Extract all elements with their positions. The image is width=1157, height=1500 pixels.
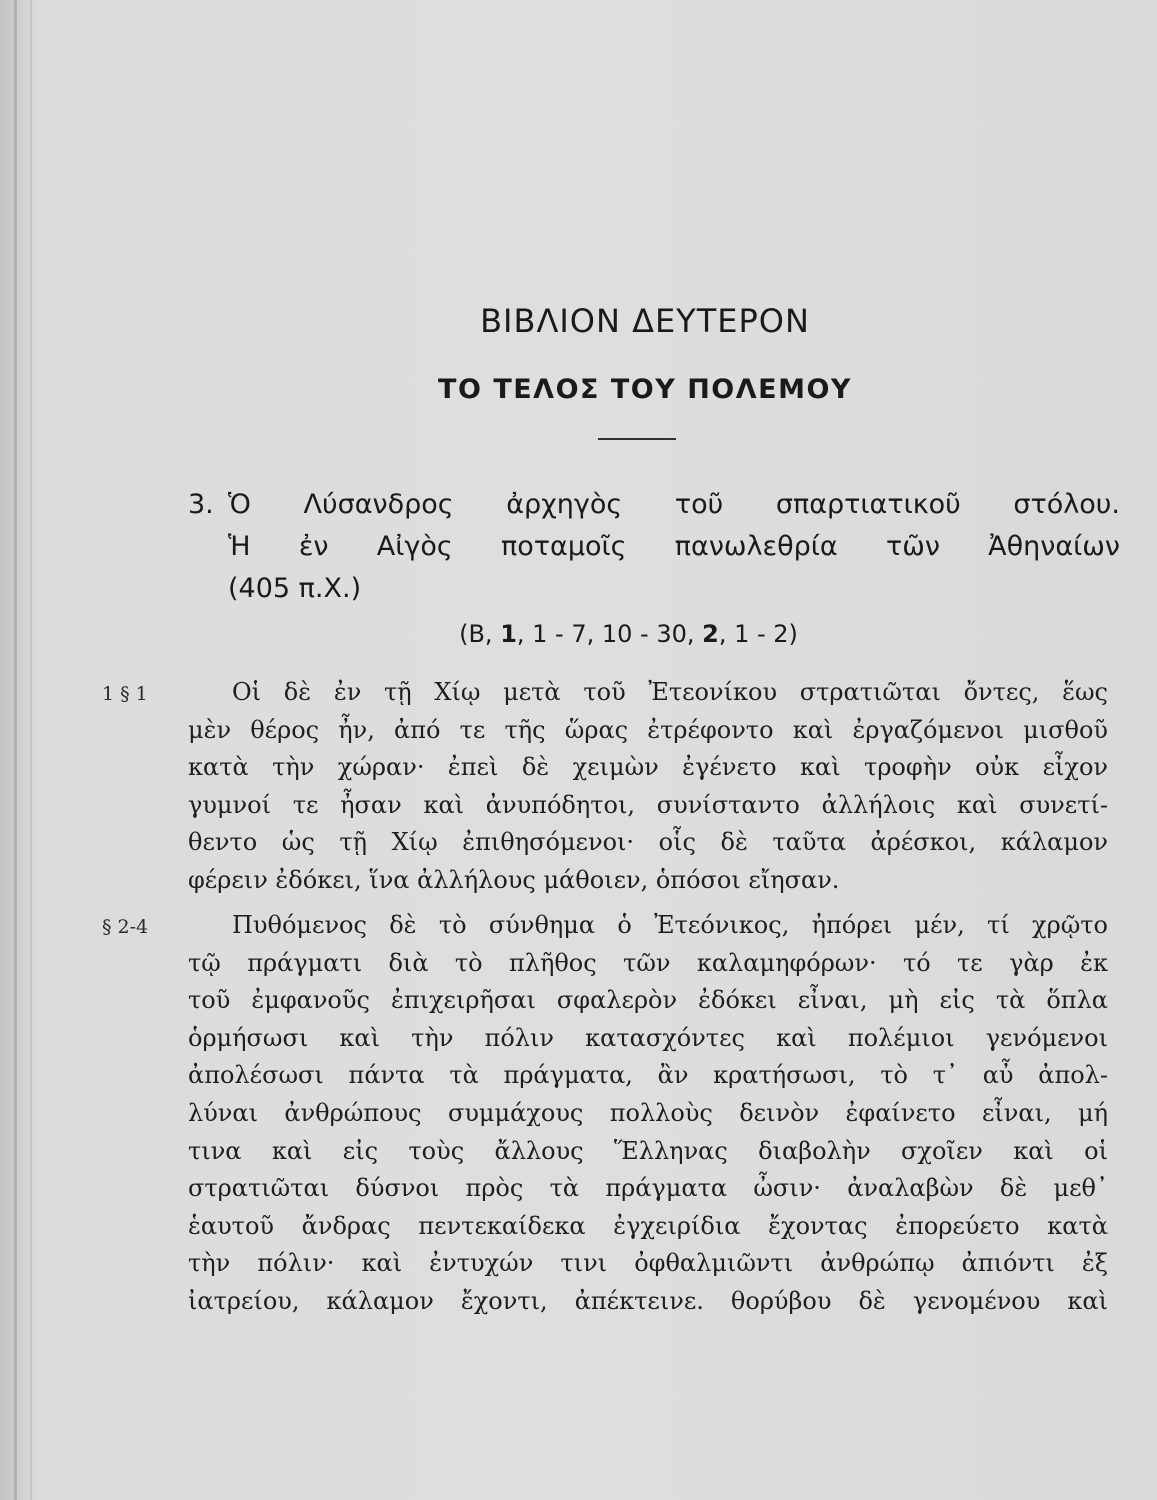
paragraph-2-line: τὴν πόλιν· καὶ ἐντυχών τινι ὀφθαλμιῶντι ἀνθρώπῳ ἀπιόντι ἐξ xyxy=(188,1249,1108,1278)
paragraph-2-line: ὁρμήσωσι καὶ τὴν πόλιν κατασχόντες καὶ πολέμιοι γενόμενοι xyxy=(188,1023,1108,1052)
section-heading-line-2: Ἡ ἐν Αἰγὸς ποταμοῖς πανωλεθρία τῶν Ἀθηναίων xyxy=(228,531,1120,562)
reference-prefix: (Β, xyxy=(459,620,501,648)
paragraph-1-line: κατὰ τὴν χώραν· ἐπεὶ δὲ χειμὼν ἐγένετο καὶ τροφὴν οὐκ εἶχον xyxy=(188,753,1108,782)
book-title: ΒΙΒΛΙΟΝ ΔΕΥΤΕΡΟΝ xyxy=(480,302,810,340)
paragraph-1-line: Οἱ δὲ ἐν τῇ Χίῳ μετὰ τοῦ Ἐτεονίκου στρατιῶται ὄντες, ἕως xyxy=(232,678,1108,706)
paragraph-2-line: λύναι ἀνθρώπους συμμάχους πολλοὺς δεινὸν ἐφαίνετο εἶναι, μή xyxy=(188,1098,1108,1127)
paragraph-2-line: τινα καὶ εἰς τοὺς ἄλλους Ἕλληνας διαβολὴν σχοῖεν καὶ οἱ xyxy=(188,1136,1108,1165)
book-subtitle: ΤΟ ΤΕΛΟΣ ΤΟΥ ΠΟΛΕΜΟΥ xyxy=(438,374,852,405)
reference-book-2: 2 xyxy=(702,620,719,648)
paragraph-2-line: στρατιῶται δύσνοι πρὸς τὰ πράγματα ὦσιν· ἀναλαβὼν δὲ μεθ᾽ xyxy=(188,1174,1108,1203)
page-binding-edge-inner xyxy=(30,0,32,1500)
title-rule xyxy=(598,438,676,440)
paragraph-1-line: μὲν θέρος ἦν, ἀπό τε τῆς ὥρας ἐτρέφοντο καὶ ἐργαζόμενοι μισθοῦ xyxy=(188,715,1108,744)
paragraph-1 xyxy=(188,674,1108,900)
reference-suffix: , 1 - 2) xyxy=(718,620,798,648)
source-reference xyxy=(0,620,1157,648)
page-binding-edge xyxy=(14,0,17,1500)
paragraph-2-line: ἀπολέσωσι πάντα τὰ πράγματα, ἂν κρατήσωσι, τὸ τ᾽ αὖ ἀπολ- xyxy=(188,1061,1108,1090)
paragraph-1-marker: 1 § 1 xyxy=(102,683,148,705)
paragraph-2 xyxy=(188,907,1108,1321)
paragraph-1-line: θεντο ὡς τῇ Χίῳ ἐπιθησόμενοι· οἷς δὲ ταῦτα ἀρέσκοι, κάλαμον xyxy=(188,828,1108,857)
section-heading xyxy=(188,484,1120,610)
paragraph-1-line: γυμνοί τε ἦσαν καὶ ἀνυπόδητοι, συνίσταντο ἀλλήλοις καὶ συνετί- xyxy=(188,790,1108,819)
reference-mid: , 1 - 7, 10 - 30, xyxy=(516,620,703,648)
paragraph-2-line: Πυθόμενος δὲ τὸ σύνθημα ὁ Ἐτεόνικος, ἠπόρει μέν, τί χρῷτο xyxy=(232,911,1108,939)
section-heading-text-1: Ὁ Λύσανδρος ἀρχηγὸς τοῦ σπαρτιατικοῦ στόλου. xyxy=(228,489,1120,520)
paragraph-2-line: τῷ πράγματι διὰ τὸ πλῆθος τῶν καλαμηφόρων· τό τε γὰρ ἐκ xyxy=(188,948,1108,977)
section-heading-line-3: (405 π.Χ.) xyxy=(228,573,362,604)
section-heading-line-1 xyxy=(188,484,1120,526)
paragraph-2-marker: § 2-4 xyxy=(102,916,149,938)
paragraph-1-line: φέρειν ἐδόκει, ἵνα ἀλλήλους μάθοιεν, ὁπόσοι εἴησαν. xyxy=(188,865,840,894)
paragraph-2-line: ἰατρείου, κάλαμον ἔχοντι, ἀπέκτεινε. θορύβου δὲ γενομένου καὶ xyxy=(188,1286,1108,1315)
paragraph-2-line: τοῦ ἐμφανοῦς ἐπιχειρῆσαι σφαλερὸν ἐδόκει εἶναι, μὴ εἰς τὰ ὅπλα xyxy=(188,986,1108,1015)
section-number: 3. xyxy=(188,489,214,520)
paragraph-2-line: ἑαυτοῦ ἄνδρας πεντεκαίδεκα ἐγχειρίδια ἔχοντας ἐπορεύετο κατὰ xyxy=(188,1211,1108,1240)
reference-book-1: 1 xyxy=(500,620,517,648)
